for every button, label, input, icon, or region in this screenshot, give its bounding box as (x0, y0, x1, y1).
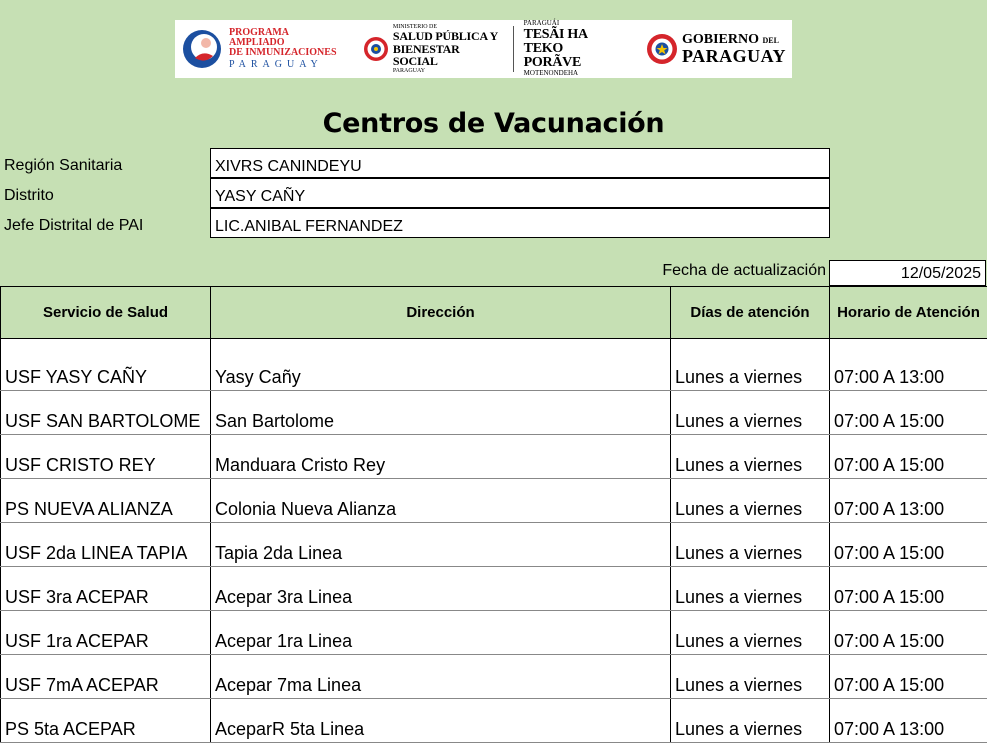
table-row (1, 391, 987, 435)
region-label: Región Sanitaria (4, 148, 122, 178)
cell-servicio: USF SAN BARTOLOME (1, 391, 211, 435)
region-value: XIVRS CANINDEYU (210, 148, 830, 178)
pai-line2: DE INMUNIZACIONES (229, 48, 341, 58)
cell-horario: 07:00 A 15:00 (830, 655, 987, 699)
cell-direccion: San Bartolome (211, 391, 671, 435)
cell-servicio: PS NUEVA ALIANZA (1, 479, 211, 523)
table-row (1, 435, 987, 479)
cell-dias: Lunes a viernes (671, 567, 830, 611)
logo-banner (175, 20, 792, 78)
cell-dias: Lunes a viernes (671, 479, 830, 523)
cell-servicio: USF 7mA ACEPAR (1, 655, 211, 699)
ministerio-small-bottom: PARAGUAY (393, 68, 503, 74)
cell-dias: Lunes a viernes (671, 655, 830, 699)
cell-horario: 07:00 A 13:00 (830, 479, 987, 523)
cell-horario: 07:00 A 15:00 (830, 523, 987, 567)
table-row (1, 699, 987, 743)
cell-horario: 07:00 A 13:00 (830, 699, 987, 743)
table-row (1, 567, 987, 611)
cell-horario: 07:00 A 15:00 (830, 435, 987, 479)
ministerio-small-top: MINISTERIO DE (393, 24, 503, 30)
table-header-row (1, 287, 987, 339)
ministerio-logo (363, 20, 503, 78)
cell-dias: Lunes a viernes (671, 523, 830, 567)
cell-horario: 07:00 A 15:00 (830, 611, 987, 655)
cell-servicio: USF 1ra ACEPAR (1, 611, 211, 655)
cell-direccion: Yasy Cañy (211, 339, 671, 391)
cell-horario: 07:00 A 15:00 (830, 567, 987, 611)
cell-dias: Lunes a viernes (671, 339, 830, 391)
cell-servicio: USF CRISTO REY (1, 435, 211, 479)
cell-direccion: Acepar 7ma Linea (211, 655, 671, 699)
table-row (1, 611, 987, 655)
distrito-label: Distrito (4, 178, 54, 208)
pai-logo (181, 20, 341, 78)
cell-servicio: PS 5ta ACEPAR (1, 699, 211, 743)
cell-direccion: Acepar 3ra Linea (211, 567, 671, 611)
ministerio-line2: BIENESTAR SOCIAL (393, 43, 503, 68)
table-row (1, 655, 987, 699)
logo-divider (513, 26, 514, 72)
gobierno-seal-icon (646, 33, 678, 65)
table-row (1, 339, 987, 391)
cell-direccion: Manduara Cristo Rey (211, 435, 671, 479)
gobierno-line2: PARAGUAY (682, 47, 786, 65)
cell-direccion: Tapia 2da Linea (211, 523, 671, 567)
tesai-line2: PORÃVE (524, 56, 626, 70)
fecha-value: 12/05/2025 (829, 260, 986, 286)
cell-dias: Lunes a viernes (671, 391, 830, 435)
table-row (1, 523, 987, 567)
cell-direccion: Colonia Nueva Alianza (211, 479, 671, 523)
tesai-small-bottom: MOTENONDEHA (524, 70, 626, 77)
cell-servicio: USF 3ra ACEPAR (1, 567, 211, 611)
vaccination-centers-table (0, 286, 987, 743)
gobierno-line1: GOBIERNO DEL (682, 33, 786, 47)
header-dias: Días de atención (671, 287, 830, 339)
jefe-label: Jefe Distrital de PAI (4, 208, 143, 238)
cell-dias: Lunes a viernes (671, 435, 830, 479)
pai-line3: PARAGUAY (229, 60, 341, 70)
pai-mark-icon (181, 28, 223, 70)
cell-direccion: AceparR 5ta Linea (211, 699, 671, 743)
tesai-line1: TESÃI HA TEKO (524, 28, 626, 57)
header-horario: Horario de Atención (830, 287, 987, 339)
table-row (1, 479, 987, 523)
header-servicio: Servicio de Salud (1, 287, 211, 339)
header-direccion: Dirección (211, 287, 671, 339)
tesai-small-top: PARAGUÁI (524, 20, 626, 27)
cell-direccion: Acepar 1ra Linea (211, 611, 671, 655)
seal-icon (363, 36, 389, 62)
tesai-logo (524, 20, 626, 77)
gobierno-logo (646, 20, 786, 78)
pai-line1: PROGRAMA AMPLIADO (229, 28, 341, 48)
jefe-value: LIC.ANIBAL FERNANDEZ (210, 208, 830, 238)
distrito-value: YASY CAÑY (210, 178, 830, 208)
cell-dias: Lunes a viernes (671, 699, 830, 743)
cell-servicio: USF 2da LINEA TAPIA (1, 523, 211, 567)
fecha-label: Fecha de actualización (630, 262, 826, 280)
cell-horario: 07:00 A 13:00 (830, 339, 987, 391)
cell-servicio: USF YASY CAÑY (1, 339, 211, 391)
page-title: Centros de Vacunación (0, 108, 987, 139)
cell-horario: 07:00 A 15:00 (830, 391, 987, 435)
cell-dias: Lunes a viernes (671, 611, 830, 655)
ministerio-line1: SALUD PÚBLICA Y (393, 30, 503, 43)
